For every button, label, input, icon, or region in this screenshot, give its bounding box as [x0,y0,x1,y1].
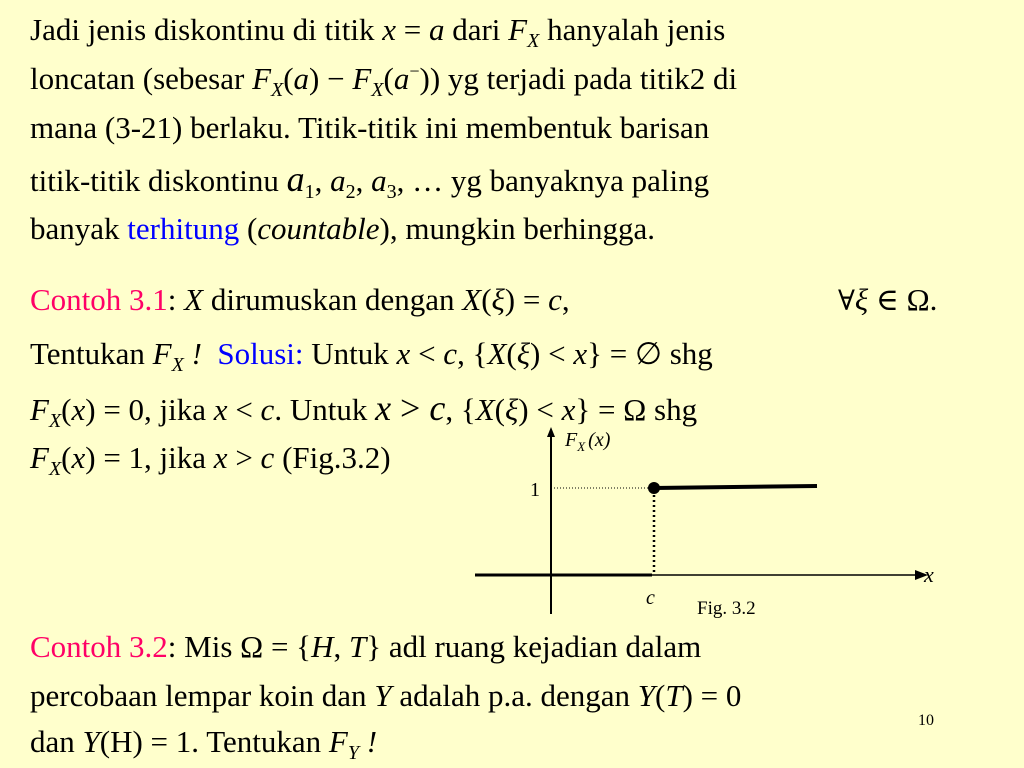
x-axis-label: x [924,562,934,587]
step-level-one [654,486,817,488]
y-axis-arrowhead [547,427,555,437]
example2-line-3: dan Y(H) = 1. Tentukan $F_Y$ ! [30,724,378,764]
example1-label: Contoh 3.1 [30,282,168,317]
solusi-label: Solusi: [217,336,304,371]
intro-line-1: Jadi jenis diskontinu di titik x = a dari $F_X$ hanyalah jenis [30,12,726,52]
c-label: c [646,587,655,609]
figure-caption: Fig. 3.2 [697,598,756,619]
forall-expression: ∀ξ ∈ Ω. [838,282,938,317]
page-number: 10 [918,712,934,729]
intro-line-4: titik-titik diskontinu $a_1$, $a_2$, $a_3$, … yg banyaknya paling [30,159,710,203]
intro-line-3: mana (3-21) berlaku. Titik-titik ini membentuk barisan [30,110,710,145]
example1-line-2: Tentukan $F_X$ ! Solusi: Untuk x < c, {X(ξ) < x} = ∅ shg [30,336,713,376]
example1-line-4: $F_X(x) = 1$, jika x > c (Fig.3.2) [30,440,391,480]
example2-line-1: Contoh 3.2: Mis Ω = {H, T} adl ruang kejadian dalam [30,629,702,664]
example2-line-2: percobaan lempar koin dan Y adalah p.a. dengan Y(T) = 0 [30,678,742,713]
tick-one-label: 1 [530,479,540,501]
example1-line-1: Contoh 3.1: X dirumuskan dengan X(ξ) = c, [30,282,570,317]
example2-label: Contoh 3.2 [30,629,168,664]
intro-line-5: banyak terhitung (countable), mungkin berhingga. [30,211,656,246]
intro-line-2: loncatan (sebesar $F_X(a) - F_X(a^-)$) yg terjadi pada titik2 di [30,61,738,101]
y-axis-label: $F_X$ (x) [565,429,611,454]
example1-line-3: $F_X(x) = 0$, jika x < c. Untuk x > c, {X(ξ) < x} = Ω shg [30,388,698,432]
term-terhitung: terhitung [127,211,240,246]
